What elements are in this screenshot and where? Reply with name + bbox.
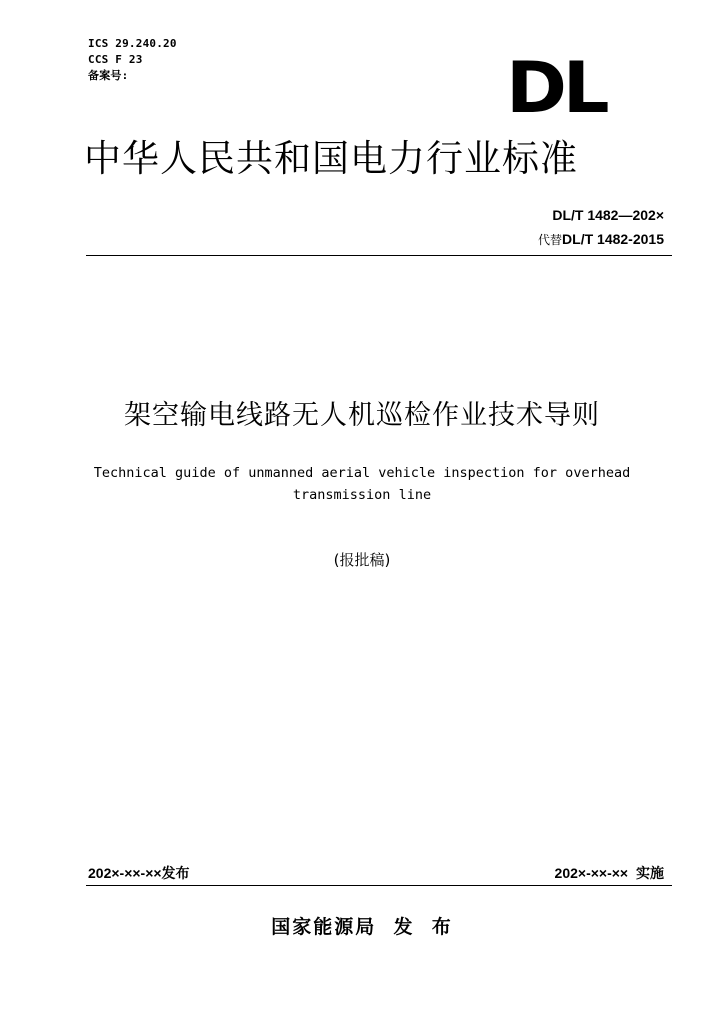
bottom-divider (86, 885, 672, 886)
issue-date: 202×-××-××发布 (88, 865, 190, 881)
replaces-standard (538, 230, 664, 249)
replaces-prefix: 代替 (538, 233, 563, 247)
ics-code: ICS 29.240.20 (88, 37, 177, 50)
industry-standard-title: 中华人民共和国电力行业标准 (84, 137, 578, 180)
document-title-english (60, 462, 664, 506)
ccs-code: CCS F 23 (88, 53, 143, 66)
draft-status: (报批稿) (333, 551, 391, 569)
english-title-line-2: transmission line (292, 487, 432, 503)
record-number: 备案号: (88, 69, 129, 82)
implementation-date: 202×-××-×× 实施 (554, 865, 664, 881)
dl-logo: DL (506, 47, 606, 129)
english-title-line-1: Technical guide of unmanned aerial vehicle inspection for overhead (93, 465, 631, 481)
standard-code: DL/T 1482—202× (552, 207, 664, 223)
classification-block (88, 36, 177, 84)
document-title-chinese: 架空输电线路无人机巡检作业技术导则 (124, 400, 600, 431)
publisher: 国家能源局 发 布 (271, 916, 453, 938)
top-divider (86, 255, 672, 256)
replaces-code: DL/T 1482-2015 (562, 231, 664, 247)
